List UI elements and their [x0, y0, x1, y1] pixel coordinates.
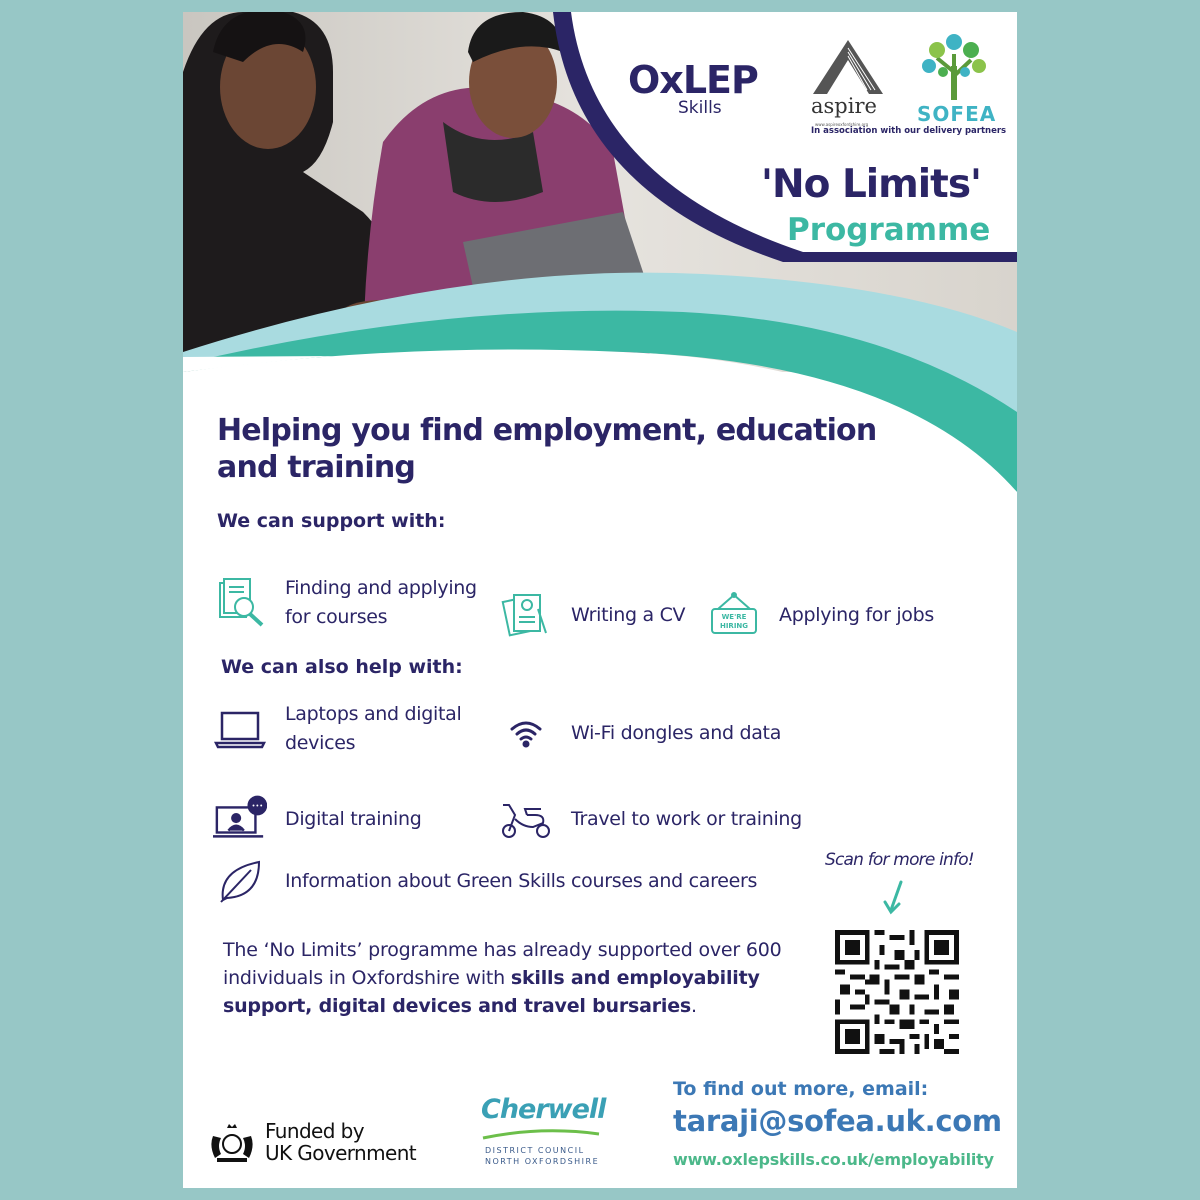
support-label: Writing a CV — [571, 603, 686, 626]
cherwell-sub-2: NORTH OXFORDSHIRE — [485, 1157, 600, 1166]
royal-crest-icon — [207, 1122, 257, 1166]
cherwell-swoosh — [481, 1128, 601, 1142]
cherwell-logo — [481, 1094, 611, 1174]
scooter-icon — [499, 792, 553, 846]
support-item — [707, 588, 934, 642]
funded-line-2: UK Government — [265, 1141, 417, 1165]
svg-text:HIRING: HIRING — [719, 622, 749, 630]
qr-caption: Scan for more info! — [825, 850, 974, 870]
cherwell-sub-1: DISTRICT COUNCIL — [485, 1146, 585, 1155]
summary-end: . — [691, 995, 697, 1017]
help-label: Travel to work or training — [571, 807, 802, 830]
aspire-mark-icon — [803, 38, 893, 98]
help-item — [499, 706, 781, 760]
association-note: In association with our delivery partners — [811, 126, 1007, 136]
website-link[interactable]: www.oxlepskills.co.uk/employability — [673, 1150, 994, 1169]
aspire-name: aspire — [811, 94, 877, 118]
sofea-name: SOFEA — [917, 102, 997, 126]
funded-line-1: Funded by — [265, 1119, 364, 1143]
support-heading: We can support with: — [217, 510, 446, 532]
flyer — [183, 12, 1017, 1188]
tree-icon — [915, 32, 995, 102]
svg-text:WE'RE: WE'RE — [721, 613, 747, 621]
qr-code[interactable] — [835, 930, 959, 1054]
support-label: Applying for jobs — [779, 603, 934, 626]
support-label: Finding and applying for courses — [285, 577, 477, 628]
headline: Helping you find employment, education and training — [217, 413, 877, 485]
programme-title: 'No Limits' — [761, 162, 981, 207]
help-item — [213, 854, 757, 908]
cherwell-name: Cherwell — [481, 1094, 606, 1125]
leaf-icon — [213, 854, 267, 908]
wifi-icon — [499, 706, 553, 760]
online-training-icon — [213, 792, 267, 846]
contact-heading: To find out more, email: — [673, 1078, 929, 1100]
help-item — [499, 792, 802, 846]
help-label: Laptops and digital devices — [285, 703, 462, 754]
help-label: Digital training — [285, 807, 422, 830]
funded-label — [265, 1120, 416, 1164]
summary-highlight: skills and employability support, digital devices and travel bursaries — [223, 967, 760, 1017]
oxlep-sub: Skills — [678, 98, 722, 118]
hiring-sign-icon — [707, 588, 761, 642]
cv-document-icon — [499, 588, 553, 642]
oxlep-name: OxLEP — [628, 58, 758, 102]
arrow-down-icon — [883, 880, 907, 916]
also-heading: We can also help with: — [221, 656, 463, 678]
support-item — [213, 574, 493, 632]
aspire-logo — [803, 38, 893, 128]
contact-email[interactable]: taraji@sofea.uk.com — [673, 1104, 1002, 1138]
funded-by-uk-government — [207, 1116, 437, 1176]
programme-summary — [223, 936, 783, 1020]
programme-subtitle: Programme — [787, 212, 991, 248]
support-item — [499, 588, 685, 642]
sofea-logo — [915, 32, 995, 128]
summary-text: The ‘No Limits’ programme has already supported over 600 individuals in Oxfordshire with — [223, 939, 782, 989]
oxlep-logo — [628, 58, 778, 128]
document-search-icon — [213, 576, 267, 630]
help-label: Information about Green Skills courses and careers — [285, 869, 758, 892]
help-label: Wi-Fi dongles and data — [571, 721, 782, 744]
aspire-url: www.aspireoxfordshire.org — [815, 122, 869, 127]
help-item — [213, 700, 503, 758]
help-item — [213, 792, 421, 846]
laptop-icon — [213, 702, 267, 756]
